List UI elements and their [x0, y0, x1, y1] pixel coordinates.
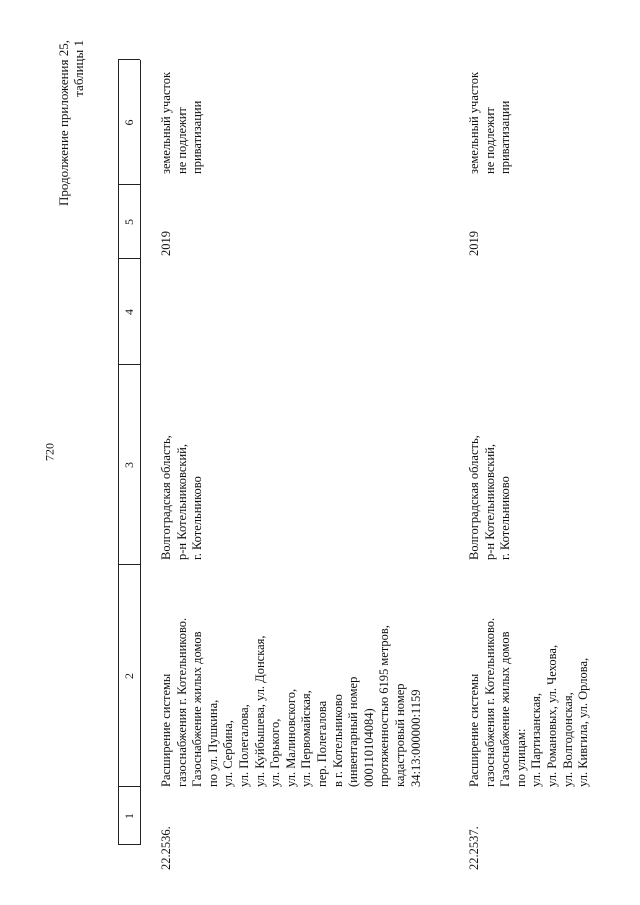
- object-description: Расширение системы газоснабжения г. Котельниково. Газоснабжение жилых домов по ул. Пушкина, ул. Сербина, ул. Полегалова, ул. Куйбышева, ул. Донская, ул. Горького, ул. Малиновского, ул. Первомайская, пер. Полегалова в г. Котельниково (инвентарный номер 000110104084) протяженностью 6195 метров, кадастровый номер 34:13:000000:1159: [159, 617, 423, 787]
- privatization-note: земельный участок не подлежит приватизации: [159, 71, 205, 174]
- column-number-2: 2: [122, 673, 136, 679]
- row-number: 22.2536.: [159, 826, 173, 870]
- column-number-6: 6: [122, 119, 136, 126]
- year-value: 2019: [159, 231, 173, 256]
- column-number-1: 1: [122, 813, 136, 819]
- header-bottom-border: [140, 60, 141, 845]
- continuation-line-1: Продолжение приложения 25,: [56, 40, 71, 207]
- object-location: Волгоградская область, р-н Котельниковский, г. Котельниково: [467, 435, 513, 560]
- column-number-3: 3: [122, 462, 136, 468]
- column-number-5: 5: [122, 219, 136, 225]
- page-number: 720: [42, 443, 57, 461]
- row-number: 22.2537.: [467, 826, 481, 870]
- column-number-4: 4: [122, 309, 136, 315]
- year-value: 2019: [467, 231, 481, 256]
- privatization-note: земельный участок не подлежит приватизации: [467, 71, 513, 174]
- continuation-line-2: таблицы 1: [71, 40, 87, 97]
- object-description: Расширение системы газоснабжения г. Котельниково. Газоснабжение жилых домов по улицам: ул. Партизанская, ул. Романовых, ул. Чехова, ул. Волгодонская, ул. Кивгила, ул. Орлова,: [467, 617, 591, 787]
- object-location: Волгоградская область, р-н Котельниковский, г. Котельниково: [159, 435, 205, 560]
